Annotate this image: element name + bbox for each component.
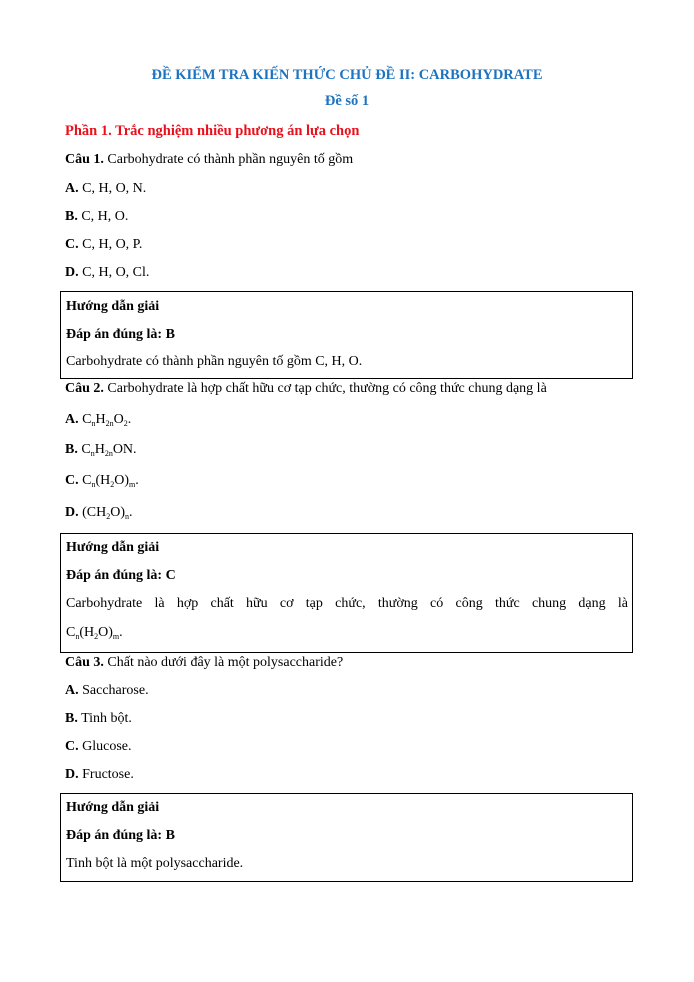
option-letter: A. <box>65 181 79 196</box>
option-b <box>65 208 128 226</box>
document-title: ĐỀ KIỂM TRA KIẾN THỨC CHỦ ĐỀ II: CARBOHYDRATE <box>151 67 543 83</box>
option-letter: B. <box>65 442 78 457</box>
option-text: C, H, O. <box>77 209 129 224</box>
option-text: Fructose. <box>78 767 134 782</box>
solution-box-1 <box>60 291 633 379</box>
option-c <box>65 472 139 490</box>
option-text: C, H, O, N. <box>78 181 147 196</box>
solution-answer: Đáp án đúng là: B <box>66 828 175 843</box>
question-3 <box>65 654 343 672</box>
question-text: Carbohydrate có thành phần nguyên tố gồm <box>103 152 354 167</box>
solution-explanation: Carbohydrate có thành phần nguyên tố gồm C, H, O. <box>66 354 363 369</box>
option-letter: A. <box>65 683 79 698</box>
solution-heading: Hướng dẫn giải <box>66 299 160 314</box>
option-a <box>65 411 131 429</box>
explanation-formula: $C_n(H_2O)_m$. <box>66 625 123 641</box>
solution-explanation: Tinh bột là một polysaccharide. <box>66 856 244 871</box>
option-d <box>65 264 149 282</box>
solution-explanation: Carbohydrate là hợp chất hữu cơ tạp chức, thường có công thức chung dạng là <box>66 596 628 611</box>
option-a <box>65 682 149 700</box>
option-letter: C. <box>65 473 79 488</box>
option-formula: $C_nH_{2n}ON$. <box>81 442 137 458</box>
option-b <box>65 710 132 728</box>
option-letter: A. <box>65 412 79 427</box>
question-label: Câu 2. <box>65 381 104 396</box>
option-formula: $C_n(H_2O)_m$. <box>82 473 139 489</box>
option-letter: B. <box>65 209 78 224</box>
question-2 <box>65 380 547 398</box>
option-letter: D. <box>65 265 79 280</box>
document-subtitle: Đề số 1 <box>324 93 370 109</box>
question-label: Câu 3. <box>65 655 104 670</box>
solution-box-2 <box>60 533 633 653</box>
option-text: Glucose. <box>78 739 132 754</box>
solution-box-3 <box>60 793 633 882</box>
question-label: Câu 1. <box>65 152 104 167</box>
option-d <box>65 504 133 522</box>
question-1 <box>65 151 353 169</box>
solution-heading: Hướng dẫn giải <box>66 800 160 815</box>
option-letter: C. <box>65 237 79 252</box>
option-b <box>65 441 137 459</box>
option-letter: B. <box>65 711 78 726</box>
solution-answer: Đáp án đúng là: C <box>66 568 176 583</box>
question-text: Carbohydrate là hợp chất hữu cơ tạp chức, thường có công thức chung dạng là <box>103 381 547 396</box>
solution-heading: Hướng dẫn giải <box>66 540 160 555</box>
option-c <box>65 738 132 756</box>
question-text: Chất nào dưới đây là một polysaccharide? <box>103 655 344 670</box>
option-text: C, H, O, Cl. <box>78 265 150 280</box>
solution-answer: Đáp án đúng là: B <box>66 327 175 342</box>
option-formula: $C_nH_{2n}O_2$. <box>82 412 132 428</box>
option-letter: C. <box>65 739 79 754</box>
option-text: C, H, O, P. <box>78 237 143 252</box>
option-formula: $(CH_2O)_n$. <box>82 505 133 521</box>
section-heading: Phần 1. Trắc nghiệm nhiều phương án lựa chọn <box>65 123 360 139</box>
option-d <box>65 766 134 784</box>
option-a <box>65 180 146 198</box>
option-text: Saccharose. <box>78 683 149 698</box>
option-letter: D. <box>65 505 79 520</box>
option-letter: D. <box>65 767 79 782</box>
option-text: Tinh bột. <box>77 711 132 726</box>
option-c <box>65 236 142 254</box>
solution-formula <box>66 624 123 642</box>
